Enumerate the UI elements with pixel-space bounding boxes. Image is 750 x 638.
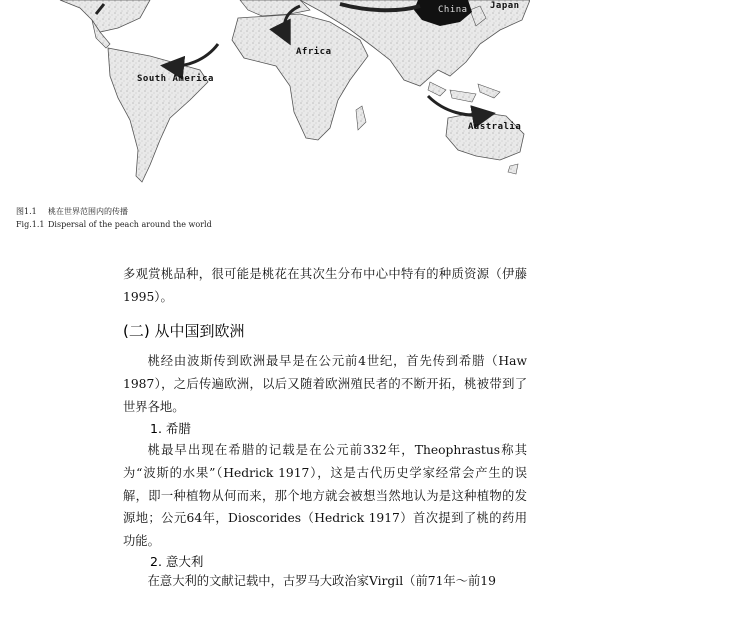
paragraph-text: 在意大利的文献记载中，古罗马大政治家Virgil（前71年～前19 <box>147 574 496 588</box>
caption-en-number: Fig.1.1 <box>16 220 45 229</box>
map-label-australia: Australia <box>468 122 522 132</box>
subheading-greece: 1. 希腊 <box>150 421 191 436</box>
map-label-japan: Japan <box>490 1 520 11</box>
world-map-figure <box>0 0 530 196</box>
world-map-image <box>0 0 530 196</box>
caption-cn-number: 图1.1 <box>16 207 37 216</box>
caption-en-text: Dispersal of the peach around the world <box>48 220 212 229</box>
paragraph-greece <box>123 439 527 553</box>
map-label-china: China <box>438 5 468 15</box>
figure-caption-en <box>16 220 212 229</box>
map-label-south-america: South America <box>137 74 214 84</box>
paragraph-continuation <box>123 263 527 309</box>
australia-landmass <box>446 112 524 160</box>
figure-caption-cn <box>16 206 128 217</box>
north-america-landmass <box>60 0 150 32</box>
section-heading: (二) 从中国到欧洲 <box>123 322 245 340</box>
south-america-landmass <box>108 48 208 182</box>
map-label-africa: Africa <box>296 47 332 57</box>
caption-cn-text: 桃在世界范围内的传播 <box>48 207 128 216</box>
paragraph-europe <box>123 350 527 418</box>
subheading-italy: 2. 意大利 <box>150 554 204 569</box>
paragraph-text: 桃最早出现在希腊的记载是在公元前332年，Theophrastus称其为“波斯的水果”（Hedrick 1917），这是古代历史学家经常会产生的误解，即一种植物从何而来，那个地方就会被想当然地认为是这种植物的发源地；公元64年，Dioscorides（Hedrick 1917）首次提到了桃的药用功能。 <box>123 443 527 549</box>
africa-landmass <box>232 14 368 140</box>
paragraph-italy <box>123 570 527 593</box>
paragraph-text: 多观赏桃品种，很可能是桃花在其次生分布中心中特有的种质资源（伊藤 1995）。 <box>123 267 527 304</box>
paragraph-text: 桃经由波斯传到欧洲最早是在公元前4世纪，首先传到希腊（Haw 1987），之后传遍欧洲，以后又随着欧洲殖民者的不断开拓，桃被带到了世界各地。 <box>123 354 527 414</box>
